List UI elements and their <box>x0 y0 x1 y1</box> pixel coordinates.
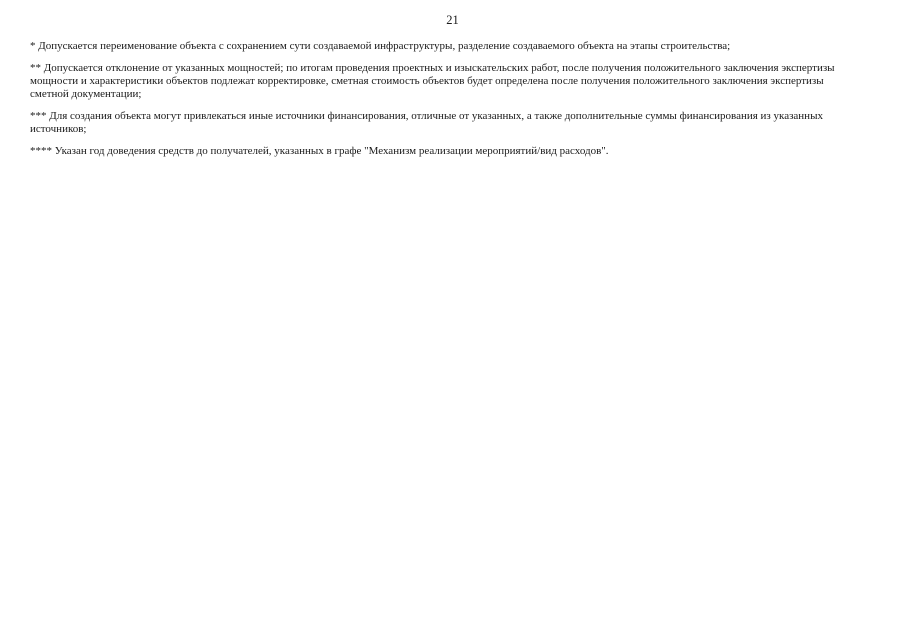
footnote-1: * Допускается переименование объекта с сохранением сути создаваемой инфраструктуры, разделение создаваемого объекта на этапы строительства; <box>30 40 731 52</box>
page-number: 21 <box>446 13 459 27</box>
footnotes-section <box>30 40 852 167</box>
footnote-2: ** Допускается отклонение от указанных мощностей; по итогам проведения проектных и изыскательских работ, после получения положительного заключения экспертизы мощности и характеристики объектов подлежат корректировке, сметная стоимость объектов будет определена после получения положительного заключения экспертизы сметной документации; <box>30 62 835 100</box>
footnote-4: **** Указан год доведения средств до получателей, указанных в графе "Механизм реализации мероприятий/вид расходов". <box>30 145 609 157</box>
footnote-3: *** Для создания объекта могут привлекаться иные источники финансирования, отличные от указанных, а также дополнительные суммы финансирования из указанных источников; <box>30 110 823 135</box>
